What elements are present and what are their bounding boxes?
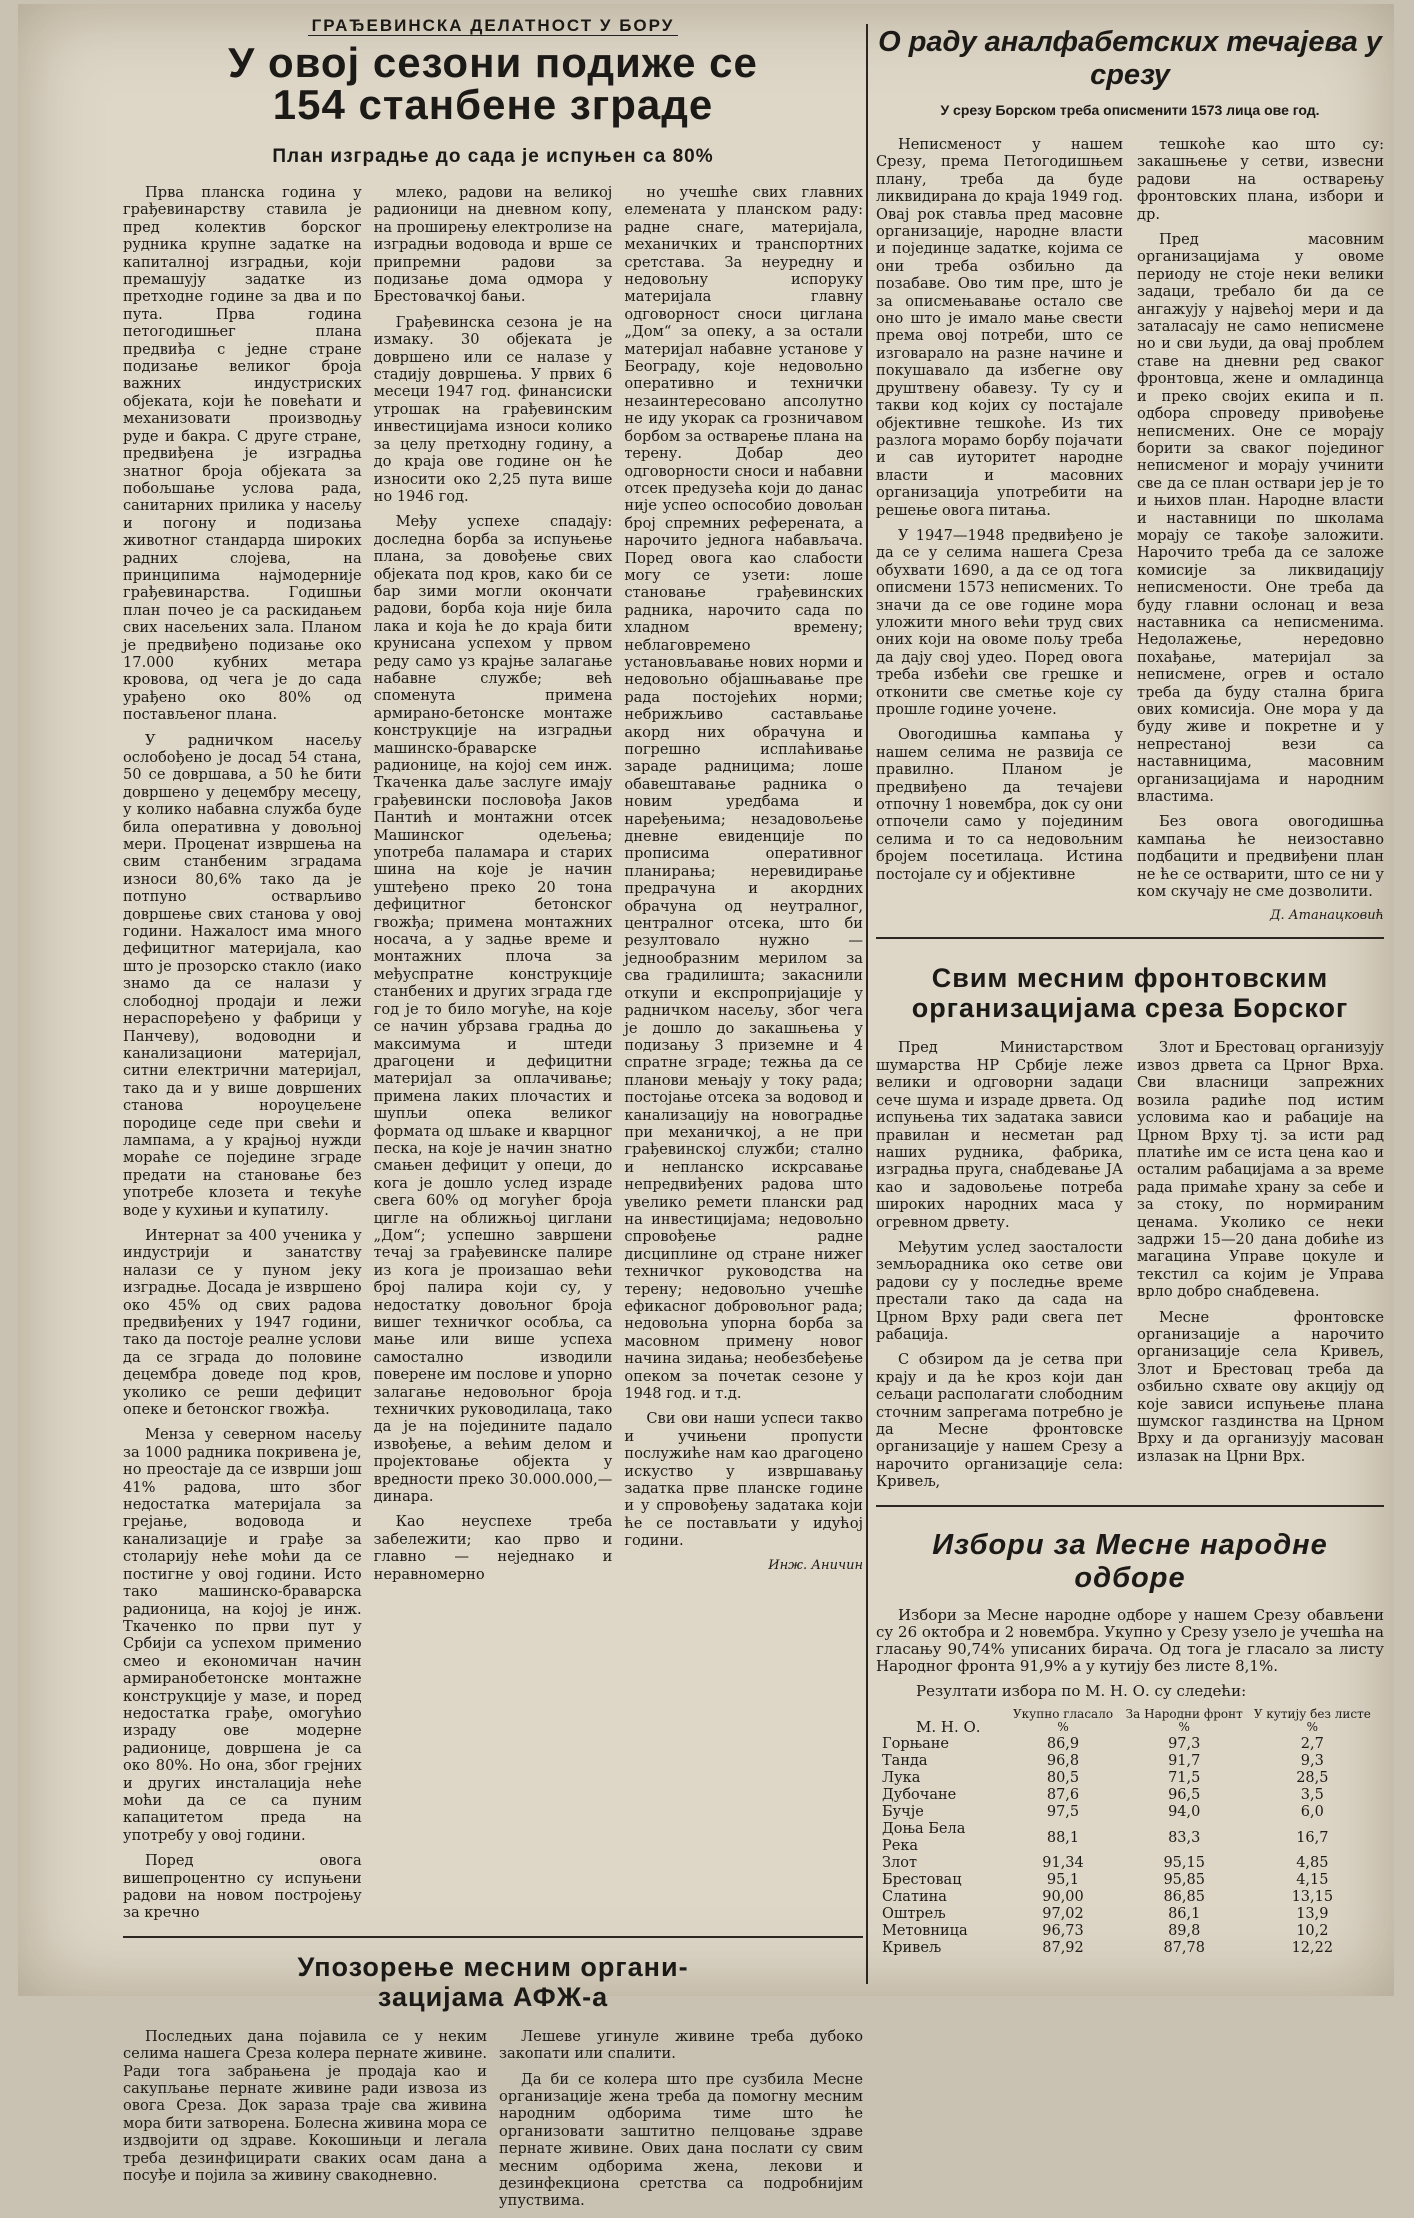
percent-cell: 95,15 — [1163, 1855, 1205, 1872]
table-row — [876, 1736, 1376, 1753]
elections-headline: Избори за Месне народне одборе — [932, 1528, 1328, 1594]
paragraph: Грађевинска сезона је на измаку. 30 објеката је довршено или се налазе у стадију довршења. У првих 6 месеци 1947 год. финансиски утрошак на грађевинским инвестицијама износи колико за целу претходну годину, а до краја ове године он ће износити око 2,25 пута више но 1946 год. — [373, 313, 613, 505]
literacy-column-1 — [876, 136, 1123, 931]
percent-cell: 3,5 — [1300, 1787, 1324, 1804]
percent-cell: 71,5 — [1168, 1770, 1201, 1787]
percent-cell: 88,1 — [1046, 1829, 1080, 1846]
elections-intro — [876, 1607, 1384, 1675]
headline: У овој сезони подиже се 154 станбене зграде — [228, 39, 758, 128]
percent-cell: 86,1 — [1168, 1906, 1201, 1923]
afz-headline: Упозорење месним органи- зацијама АФЖ-а — [297, 1951, 689, 2012]
village-name: Кривељ — [882, 1940, 942, 1957]
paragraph: Међутим услед заосталости земљорадника око сетве ови радови су у последње време престали тако да сада на Црном Врху ради свега пет рабација. — [876, 1238, 1123, 1343]
percent-cell: 97,3 — [1168, 1736, 1201, 1753]
village-name: Слатина — [882, 1889, 947, 1906]
table-body — [876, 1736, 1376, 1957]
table-row — [876, 1889, 1376, 1906]
paragraph: Избори за Месне народне одборе у нашем Срезу обављени су 26 октобра и 2 новембра. Укупно у Срезу узело је учешћа на гласању 90,74% уписаних бирача. Од тога је гласало за листу Народног фронта 91,9% а у кутију без листе 8,1%. — [876, 1605, 1384, 1675]
afz-column-1 — [123, 2028, 487, 2218]
column-1 — [123, 184, 362, 1930]
paragraph: Неписменост у нашем Срезу, према Петогодишњем плану, треба да буде ликвидирана до краја 1949 год. Овај рок ставља пред масовне организације, народне власти и појединце задатке, којима се они треба озбиљно да позабаве. Ово тим пре, што је за описмењавање остало све оно што је имало мање свести према овој потреби, што се изговарало на разне начине и покушавало да избегне ову друштвену обавезу. Ту су и такви код којих су постајале објективне тешкоће. Из тих разлога морамо борбу појачати и сав иуторитет народне власти и масовних организација употребити на решење овога питања. — [876, 136, 1123, 519]
percent-cell: 4,85 — [1296, 1855, 1329, 1872]
front-column-2 — [1137, 1039, 1384, 1498]
column-2 — [374, 184, 613, 1930]
column-header: Укупно гласало % — [1012, 1707, 1114, 1735]
paragraph: У радничком насељу ослобођено је досад 54 стана, 50 се довршава, а 50 ће бити довршено у децембру месецу, у колико набавна служба буде била оперативна у довољној мери. Проценат извршења на свим станбеним зградама износи 80,6% тако да је потпуно остварљиво довршење свих станова у овој години. Нажалост има много дефицитног материјала, као што је прозорско стакло (иако знамо да се налази у слободној продаји и лежи нераспоређено у фабрици у Панчеву), водоводни и канализациони материјал, ситни електрични материјал, тако да и у више довршених станова нороуцељене породице седе при свећи и лампама, а у крајњој нужди мораће се поједине зграде предати на становање без употребе клозета и текуће воде у кухињи и купатилу. — [123, 731, 362, 1219]
percent-cell: 83,3 — [1168, 1829, 1201, 1846]
percent-cell: 13,9 — [1296, 1906, 1329, 1923]
paragraph: Међу успехе спадају: доследна борба за испуњење плана, за довођење свих објеката под кров, како би се бар зими могли окончати радови, борба која није била лака и која ће до краја бити крунисана успехом у првом реду само уз крајње залагање набавне службе; већ споменута примена армирано-бетонске монтаже конструкције на изградњи машинско-браварске радионице, на којој сем инж. Ткаченка даље заслуге имају грађевински пословођа Јаков Пантић и монтажни отсек Машинског одељења; употреба паламара и старих шина на које је начин уштеђено преко 20 тона дефицитног бетонског гвожђа; примена монтажних носача, а у задње време и монтажних плоча за међуспратне конструкције станбених и других зграда где год је то било могуће, на које се начин убрзава градња до максимума и штеди драгоцени и дефицитни материјал за оплачивање; примена лаких плочастих и шупљи опека великог формата од шљаке и кварцног песка, на које је начин знатно смањен дефицит у опеци, до кога је дошло услед израде свега 60% од могућег броја цигле на оближњој циглани „Дом“; успешно завршени течај за грађевинске палире из кога је произашао већи број палира који су, у недостатку довољног броја вишег техничког особља, са мање или више успеха самостално изводили поверене им послове и упорно залагање недовољног броја техничких руководилаца, тако да је на поједините падало извођење, а већим делом и пројектовање објекта у вредности преко 30.000.000,— динара. — [373, 513, 613, 1506]
percent-cell: 28,5 — [1296, 1770, 1329, 1787]
paragraph: Пред Министарством шумарства НР Србије леже велики и одговорни задаци сече шума и израде дрвета. Од испуњења тих задатака зависи правилан и несметан рад наших рудника, фабрика, изградња пруга, снабдевање ЈА као и задовољење потреба широких народних маса у огревном дрвету. — [876, 1039, 1123, 1231]
paragraph: Да би се колера што пре сузбила Месне организације жена треба да помогну месним народним одборима тиме што ће организовати заштитно пелцовање здраве пернате живине. Ових дана послати су свим месним одборима жена, лекови и дезинфекциона сретства са подробнијим упуствима. — [499, 2070, 863, 2210]
village-name: Лука — [882, 1770, 921, 1787]
election-results-table — [876, 1706, 1376, 1957]
percent-cell: 95,1 — [1046, 1872, 1080, 1889]
front-headline: Свим месним фронтовским организацијама среза Борског — [911, 963, 1349, 1024]
percent-cell: 10,2 — [1296, 1923, 1329, 1940]
village-name: Метовница — [882, 1923, 968, 1940]
paragraph: Интернат за 400 ученика у индустрији и занатству налази се у пуном јеку изградње. Досада је извршено око 45% од свих радова предвиђених у 1947 години, тако да постоје реалне услови да се зграда до половине децембра доведе под кров, уколико се реши дефицит опеке и бетонског гвожђа. — [123, 1226, 362, 1419]
village-name: Бучје — [882, 1804, 924, 1821]
literacy-column-2 — [1137, 136, 1384, 931]
percent-cell: 9,3 — [1300, 1753, 1324, 1770]
village-name: Злот — [882, 1855, 917, 1872]
table-row — [876, 1821, 1376, 1855]
column-header: За Народни фронт % — [1125, 1707, 1243, 1735]
divider — [876, 1505, 1384, 1507]
percent-cell: 12,22 — [1291, 1940, 1334, 1957]
column-divider — [866, 24, 868, 1984]
percent-cell: 87,92 — [1042, 1940, 1084, 1957]
percent-cell: 96,73 — [1042, 1923, 1084, 1940]
column-3 — [624, 184, 863, 1930]
village-name: Дубочане — [882, 1787, 957, 1804]
percent-cell: 89,8 — [1168, 1923, 1201, 1940]
table-row — [876, 1787, 1376, 1804]
paragraph: Месне фронтовске организације а нарочито организације села Кривељ, Злот и Брестовац треба да озбиљно схвате ову акцију од које зависи испуњење плана шумског газдинства на Црном Врху и да организују масован излазак на Црни Врх. — [1137, 1308, 1384, 1465]
right-column — [876, 22, 1384, 1957]
author-signature: Инж. Аничин — [768, 1557, 864, 1573]
newspaper-page — [18, 4, 1394, 2210]
author-signature: Д. Атанацковић — [1269, 908, 1384, 924]
results-title: Резултати избора по М. Н. О. су следећи: — [916, 1681, 1247, 1700]
paragraph: Прва планска година у грађевинарству ставила је пред колектив борског рудника крупне задатке на капиталној изградњи, који премашују задатке из претходне године за два и по пута. Прва година петогодишњег плана предвиђа с једне стране подизање великог броја важних индустриских објеката, који ће повећати и механизовати производњу руде и бакра. С друге стране, предвиђена је изградња знатног броја објеката за побољшање услова рада, санитарних прилика у насељу и погону и подизања животног стандарда широких радних слојева, на принципима најмодерније грађевинарства. Годишњи план почео је са раскидањем свих насељених зала. Планом је предвиђено подизање око 17.000 кубних метара кровова, од чега је до сада урађено око 80% од постављеног плана. — [123, 184, 362, 724]
percent-cell: 13,15 — [1291, 1889, 1334, 1906]
divider — [123, 1936, 863, 1938]
percent-cell: 95,85 — [1163, 1872, 1205, 1889]
front-columns — [876, 1039, 1384, 1498]
village-name: Брестовац — [882, 1872, 962, 1889]
table-row — [876, 1770, 1376, 1787]
construction-article — [123, 12, 863, 2218]
village-name: Доња Бела Река — [882, 1821, 966, 1855]
table-row — [876, 1855, 1376, 1872]
paragraph: тешкоће као што су: закашњење у сетви, извесни радови на остварењу фронтовских плана, избори и др. — [1137, 136, 1384, 223]
paragraph: Лешеве угинуле живине треба дубоко закопати или спалити. — [499, 2027, 863, 2063]
front-column-1 — [876, 1039, 1123, 1498]
percent-cell: 96,8 — [1046, 1753, 1080, 1770]
paragraph: Овогодишња кампања у нашем селима не развија се правилно. Планом је предвиђено да течајеви отпочну 1 новембра, док су они отпочели само у појединим селима и то са недовољним бројем посетилаца. Истина постојале су и објективне — [876, 726, 1123, 883]
table-row — [876, 1753, 1376, 1770]
literacy-columns — [876, 136, 1384, 931]
village-name: Горњане — [882, 1736, 949, 1753]
percent-cell: 96,5 — [1168, 1787, 1201, 1804]
paragraph: С обзиром да је сетва при крају и да ће кроз који дан сељаци располагати слободним сточним запрегама потребно је да Месне фронтовске организације у нашем Срезу а нарочито организације села: Кривељ, — [876, 1351, 1123, 1491]
paragraph: Последњих дана појавила се у неким селима нашега Среза колера пернате живине. Ради тога забрањена је продаја као и сакупљање пернате живине ради извоза из овога Среза. Док зараза траје сва живина мора бити затворена. Болесна живина мора се издвојити од здраве. Кокошињци и легала треба дезинфицирати сваких осам дана а посуђе и појила за живину свакодневно. — [123, 2027, 487, 2185]
table-row — [876, 1906, 1376, 1923]
paragraph: Поред овога вишепроцентно су испуњени радови на новом постројењу за кречно — [123, 1852, 362, 1922]
table-row — [876, 1804, 1376, 1821]
percent-cell: 80,5 — [1046, 1770, 1080, 1787]
column-header: М. Н. О. — [916, 1718, 981, 1737]
paragraph: млеко, радови на великој радионици на дневном копу, на проширењу електролизе на изградњи водовода и врше се припремни радови за подизање дома одмора у Брестовачкој бањи. — [373, 184, 613, 306]
percent-cell: 2,7 — [1300, 1736, 1324, 1753]
table-row — [876, 1872, 1376, 1889]
percent-cell: 90,00 — [1042, 1889, 1084, 1906]
percent-cell: 97,02 — [1042, 1906, 1084, 1923]
section-kicker: ГРАЂЕВИНСКА ДЕЛАТНОСТ У БОРУ — [123, 16, 863, 36]
village-name: Танда — [882, 1753, 928, 1770]
percent-cell: 16,7 — [1296, 1829, 1329, 1846]
paragraph: но учешће свих главних елемената у планском раду: радне снаге, материјала, механичких и транспортних сретстава. За неуредну и недовољну испоруку материјала главну одговорност сноси циглана „Дом“ за опеку, а за остали материјал набавне установе у Београду, које недовољно оперативно и технички незаинтересовано апсолутно не иду укорак са грозничавом борбом за остварење плана на терену. Добар део одговорности сноси и набавни отсек предузећа који до данас није успео оспособио довољан број спремних референата, а нарочито једнога набављача. Поред овога као слабости могу се узети: лоше становање грађевинских радника, нарочито сада по хладном времену; неблаговремено установљавање нових норми и недовољно објашњавање пре рада постојећих норми; небрижљиво састављање акорд них обрачуна и погрешно исплаћивање зараде радницима; лоше обавештавање радника о новим уредбама и наређењима; незадовољење дневне евиденције по прописима оперативног планирања; неревидирање предрачуна и акордних обрачуна од неутралног, централног отсека, што би резултовало нужно — једнообразним мерилом за сва градилишта; закаснили откупи и експропријације у радничком насељу, због чега је дошло до закашњења у подизању 3 приземне и 4 спратне зграде; тежња да се планови мењају у току рада; постојање отсека за водовод и канализацију на новоградње при механичкој, а не при грађевинској служби; стално и непланско искрсавање непредвиђених радова што увелико ремети плански рад на инвестицијама; недовољно спровођење радне дисциплине од стране нижег техничког руководства на терену; недовољно учешће ефикасног добровољног рада; недовољна упорна борба за масовном примену новог начина зидања; необезбеђење опеком за почетак сезоне у 1948 год. и т.д. — [624, 184, 864, 1403]
paragraph: Сви ови наши успеси такво и учињени пропусти послужиће нам као драгоцено искуство у извршавању задатка прве планске године и у спровођењу задатака који ће се постављати у идућој години. — [624, 1410, 864, 1550]
subheadline: План изградње до сада је испуњен са 80% — [272, 146, 714, 167]
table-row — [876, 1923, 1376, 1940]
percent-cell: 94,0 — [1168, 1804, 1201, 1821]
divider — [876, 937, 1384, 939]
paragraph: Као неуспехе треба забележити; као прво и главно — неједнако и неравномерно — [373, 1513, 613, 1583]
paragraph: У 1947—1948 предвиђено је да се у селима нашега Среза обухвати 1690, а да се од тога описмени 1573 неписмених. То значи да се ове године мора уложити много већи труд свих оних који на овоме пољу треба да дају свој удео. Поред овога треба избећи све грешке и отконити све сметње које су прошле године уочене. — [876, 526, 1123, 718]
percent-cell: 86,85 — [1163, 1889, 1205, 1906]
afz-columns — [123, 2028, 863, 2218]
village-name: Оштрељ — [882, 1906, 946, 1923]
paragraph: Без овога овогодишња кампања ће неизоставно подбацити и предвиђени план не ће се остварити, што се ни у ком скучају не сме дозволити. — [1137, 813, 1384, 901]
percent-cell: 4,15 — [1296, 1872, 1329, 1889]
literacy-subheadline: У срезу Борском треба описменити 1573 лица ове год. — [940, 102, 1320, 118]
table-row — [876, 1940, 1376, 1957]
paragraph: Мензa у северном насељу за 1000 радника покривена је, но преостаје да се изврши још 41% радова, што због недостатка материјала за грејање, водовода и канализације и грађе за столарију неће моћи да се постигне у овој години. Исто тако машинско-браварска радионица, на којој је инж. Ткаченко по први пут у Србији са успехом применио смео и економичан начин армиранобетонске монтажне конструкције у мазе, и поред недостатка грађе, омогућио израду ове модерне радионице, довршена је са око 80%. Но она, због грејних и других инсталација неће моћи да се са пуним капацитетом преда на употребу у овој години. — [123, 1426, 362, 1844]
article-columns — [123, 184, 863, 1930]
percent-cell: 86,9 — [1046, 1736, 1080, 1753]
percent-cell: 87,78 — [1163, 1940, 1205, 1957]
afz-column-2 — [499, 2028, 863, 2218]
literacy-headline: О раду аналфабетских течајева у срезу — [878, 26, 1382, 91]
table-header-row — [876, 1706, 1376, 1736]
column-header: У кутију без листе % — [1253, 1707, 1371, 1735]
paragraph: Пред масовним организацијама у овоме периоду не стоје неки велики задаци, требало би да се ангажују у највећој мери и да заталасају не само неписмене но и сви људи, да овај проблем ставе на дневни ред сваког фронтовца, жене и омладинца и преко својих екипа и п. одбора спроведу привођење неписмених. Оне се морају борити за сваког појединог неписменог и морају учинити све да се план оствари јер је то и њихов план. Народне власти и наставници по школама морају се такође заложити. Нарочито треба да се заложе комисије за ликвидацију неписмености. Оне треба да буду главни ослонац и веза наставника са неписменима. Недолажење, нередовно похађање, материјал за неписмене, огрев и остало треба да буду стална брига ових комисија. Оне мора у да буду живе и покретне и у непрестаној вези са наставницима, масовним организацијама и народним властима. — [1137, 231, 1384, 806]
paragraph: Злот и Брестовац организују извоз дрвета са Црног Врха. Сви власници запрежних возила радиће под истим условима као и рабације на Црном Врху тј. за исти рад платиће им се иста цена као и осталим рабацијама а за време рада примаће храну за себе и за стоку, по нормираним ценама. Уколико се неки задржи 15—20 дана добиће из магацина Управе цокуле и текстил са којим је Управа врло добро снабдевена. — [1137, 1039, 1384, 1301]
percent-cell: 87,6 — [1046, 1787, 1080, 1804]
percent-cell: 97,5 — [1046, 1804, 1080, 1821]
percent-cell: 91,7 — [1168, 1753, 1201, 1770]
percent-cell: 91,34 — [1042, 1855, 1084, 1872]
percent-cell: 6,0 — [1300, 1804, 1324, 1821]
